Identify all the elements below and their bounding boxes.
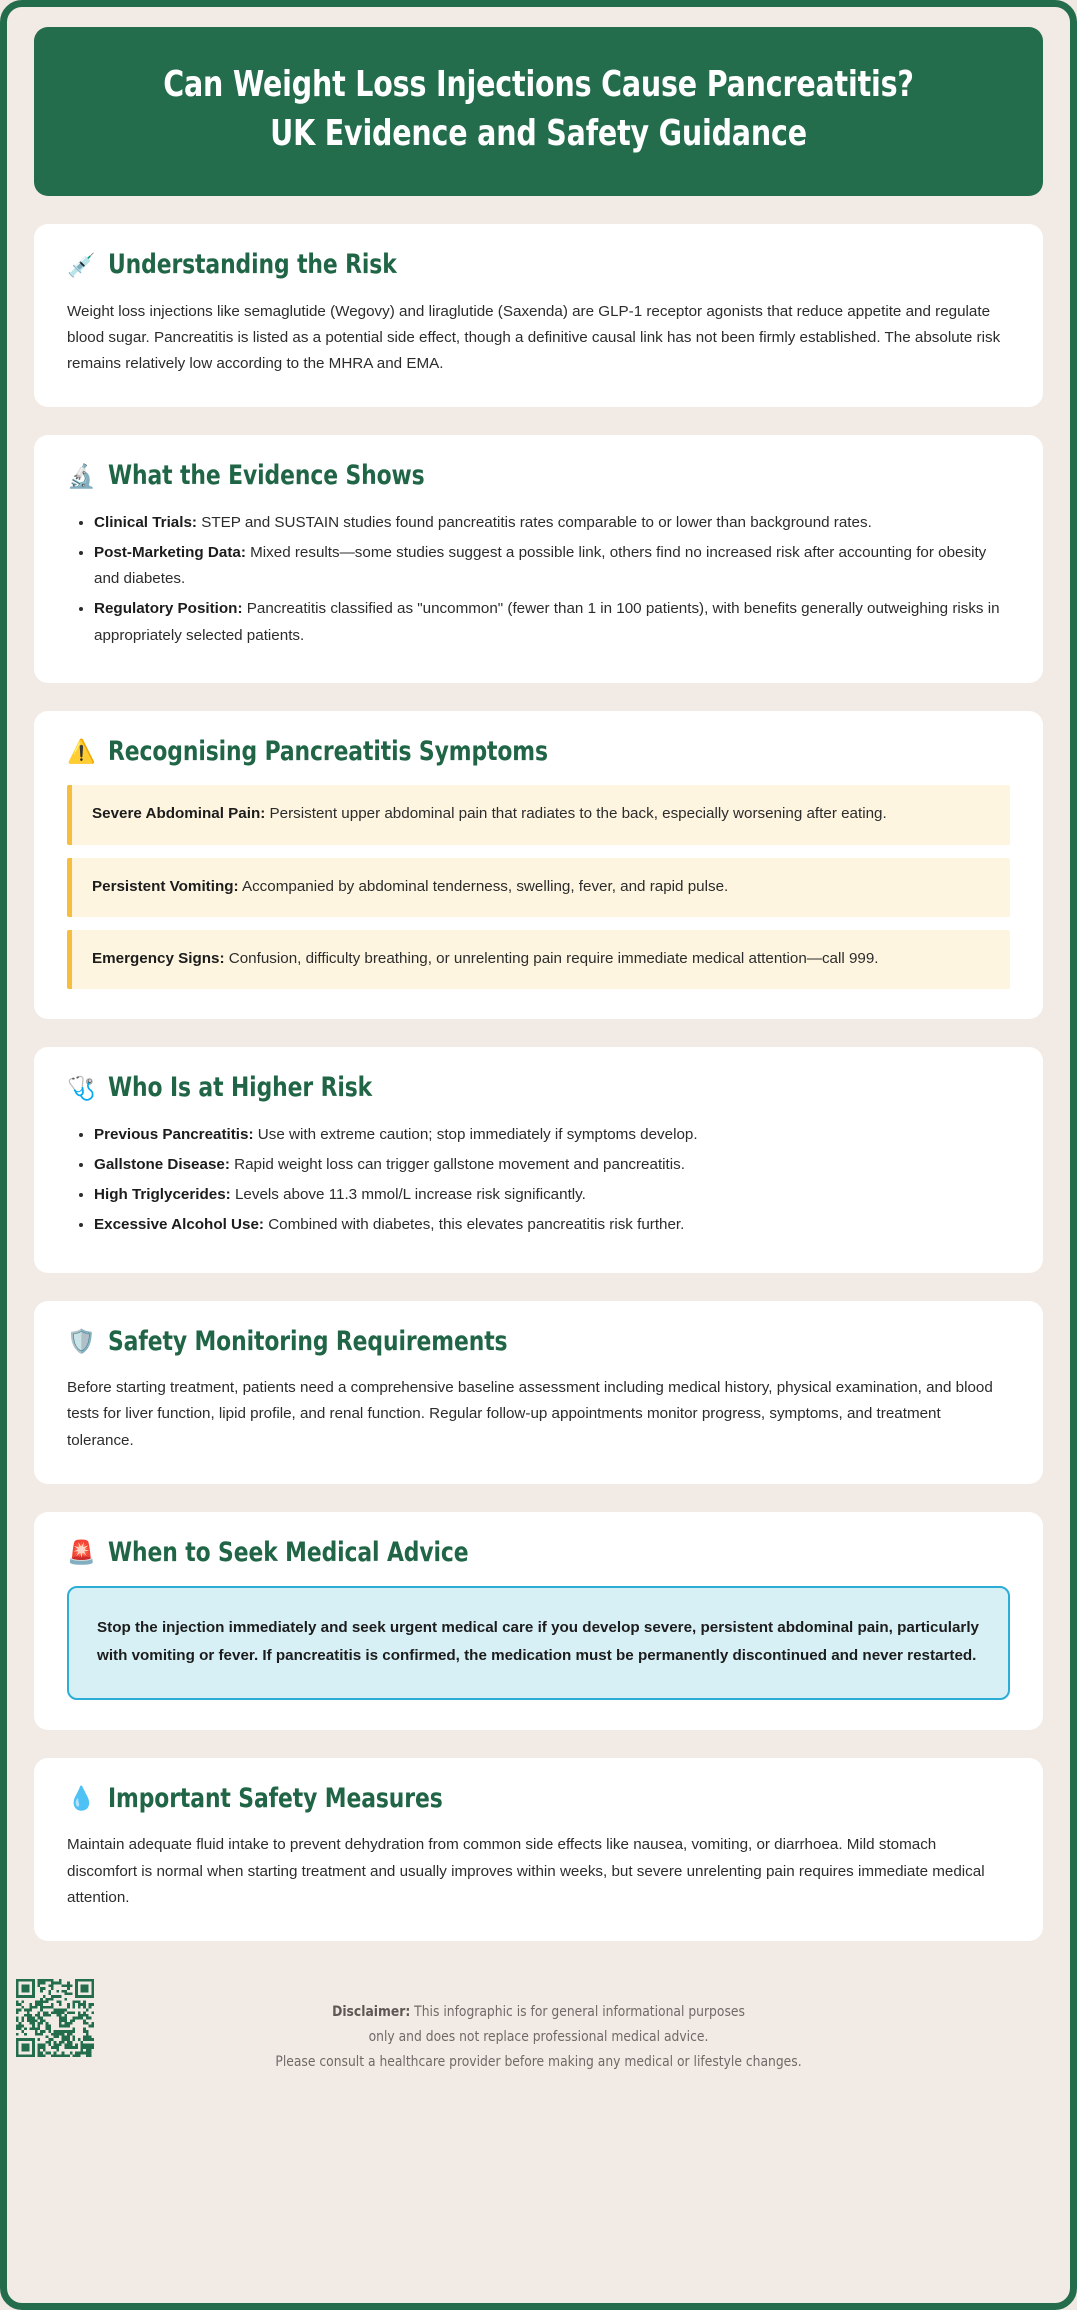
section-header xyxy=(67,461,1010,491)
section-card-understanding-the-risk xyxy=(34,224,1043,407)
list-item xyxy=(94,1212,1010,1238)
disclaimer-line-1: This infographic is for general informational purposes xyxy=(410,2002,745,2020)
symptom-label: Persistent Vomiting: xyxy=(92,877,239,895)
list-item-text: Pancreatitis classified as "uncommon" (fewer than 1 in 100 patients), with benefits generally outweighing risks in appropriately selected patients. xyxy=(94,600,1000,644)
section-title: When to Seek Medical Advice xyxy=(108,1536,469,1568)
disclaimer-line-2: only and does not replace professional medical advice. xyxy=(368,2027,709,2045)
list-item xyxy=(94,1182,1010,1208)
section-card-safety-monitoring-requirements xyxy=(34,1301,1043,1484)
list-item-text: Mixed results—some studies suggest a possible link, others find no increased risk after accounting for obesity and diabetes. xyxy=(94,544,987,588)
section-header xyxy=(67,1073,1010,1103)
bullet-list xyxy=(67,510,1010,649)
section-title: What the Evidence Shows xyxy=(108,460,425,492)
stethoscope-icon: 🩺 xyxy=(67,1074,96,1101)
section-card-what-the-evidence-shows xyxy=(34,435,1043,682)
symptom-text: Persistent upper abdominal pain that radiates to the back, especially worsening after eating. xyxy=(269,805,887,823)
section-header xyxy=(67,737,1010,767)
symptom-text: Confusion, difficulty breathing, or unrelenting pain require immediate medical attention—call 999. xyxy=(228,950,879,967)
list-item xyxy=(94,510,1010,536)
list-item-label: Clinical Trials: xyxy=(94,513,197,531)
list-item xyxy=(94,596,1010,648)
section-card-when-to-seek-medical-advice xyxy=(34,1512,1043,1730)
section-body-text: Before starting treatment, patients need a comprehensive baseline assessment including medical history, physical examination, and blood tests for liver function, lipid profile, and renal function. Regular follow-up appointments monitor progress, symptoms, and treatment tolerance. xyxy=(67,1379,993,1449)
symptom-label: Emergency Signs: xyxy=(92,950,225,967)
section-header xyxy=(67,1538,1010,1568)
section-card-who-is-at-higher-risk xyxy=(34,1047,1043,1272)
urgent-advice-callout: Stop the injection immediately and seek urgent medical care if you develop severe, persistent abdominal pain, particularly with vomiting or fever. If pancreatitis is confirmed, the medication must be permanently discontinued and never restarted. xyxy=(67,1586,1010,1699)
footer xyxy=(34,1969,1043,2127)
list-item-label: Previous Pancreatitis: xyxy=(94,1126,254,1143)
section-title: Understanding the Risk xyxy=(108,249,397,281)
symptom-item xyxy=(67,930,1010,989)
list-item-text: Rapid weight loss can trigger gallstone movement and pancreatitis. xyxy=(234,1156,685,1174)
section-body-text: Maintain adequate fluid intake to prevent dehydration from common side effects like nausea, vomiting, or diarrhoea. Mild stomach discomfort is normal when starting treatment and usually improves within weeks, but severe unrelenting pain requires immediate medical attention. xyxy=(67,1836,985,1906)
section-header xyxy=(67,1784,1010,1814)
section-title: Important Safety Measures xyxy=(108,1782,443,1814)
section-card-recognising-pancreatitis-symptoms xyxy=(34,711,1043,1020)
page-title: Can Weight Loss Injections Cause Pancreatitis? UK Evidence and Safety Guidance xyxy=(163,64,914,154)
section-body-text: Weight loss injections like semaglutide (Wegovy) and liraglutide (Saxenda) are GLP-1 receptor agonists that reduce appetite and regulate blood sugar. Pancreatitis is listed as a potential side effect, though a definitive causal link has not been firmly established. The absolute risk remains relatively low according to the MHRA and EMA. xyxy=(67,302,1001,373)
water-drop-icon: 💧 xyxy=(67,1785,96,1812)
disclaimer-label: Disclaimer: xyxy=(332,2002,411,2020)
syringe-icon: 💉 xyxy=(67,251,96,278)
section-header xyxy=(67,1327,1010,1357)
section-title: Who Is at Higher Risk xyxy=(108,1072,373,1104)
list-item-label: Gallstone Disease: xyxy=(94,1156,230,1174)
symptom-text: Accompanied by abdominal tenderness, swelling, fever, and rapid pulse. xyxy=(241,877,729,895)
section-title: Safety Monitoring Requirements xyxy=(108,1325,508,1357)
list-item-text: Combined with diabetes, this elevates pancreatitis risk further. xyxy=(268,1216,685,1234)
microscope-icon: 🔬 xyxy=(67,462,96,489)
symptom-item xyxy=(67,785,1010,844)
sections-container xyxy=(34,224,1043,1941)
list-item-label: Excessive Alcohol Use: xyxy=(94,1216,264,1234)
symptom-label: Severe Abdominal Pain: xyxy=(92,805,266,823)
symptom-item xyxy=(67,858,1010,917)
shield-icon: 🛡️ xyxy=(67,1327,96,1354)
warning-triangle-icon: ⚠️ xyxy=(67,738,96,765)
list-item xyxy=(94,540,1010,592)
list-item xyxy=(94,1152,1010,1178)
list-item-label: Regulatory Position: xyxy=(94,600,243,618)
list-item-text: STEP and SUSTAIN studies found pancreatitis rates comparable to or lower than background rates. xyxy=(201,513,872,531)
header-banner xyxy=(34,27,1043,196)
disclaimer-text xyxy=(64,1989,1012,2074)
list-item-label: High Triglycerides: xyxy=(94,1186,231,1204)
section-header xyxy=(67,250,1010,280)
bullet-list xyxy=(67,1122,1010,1239)
list-item-text: Levels above 11.3 mmol/L increase risk significantly. xyxy=(234,1186,586,1204)
siren-icon: 🚨 xyxy=(67,1539,96,1566)
section-title: Recognising Pancreatitis Symptoms xyxy=(108,735,548,767)
section-card-important-safety-measures xyxy=(34,1758,1043,1941)
disclaimer-line-3: Please consult a healthcare provider before making any medical or lifestyle changes. xyxy=(275,2052,802,2070)
list-item-label: Post-Marketing Data: xyxy=(94,544,246,562)
list-item-text: Use with extreme caution; stop immediately if symptoms develop. xyxy=(257,1126,698,1143)
list-item xyxy=(94,1122,1010,1148)
